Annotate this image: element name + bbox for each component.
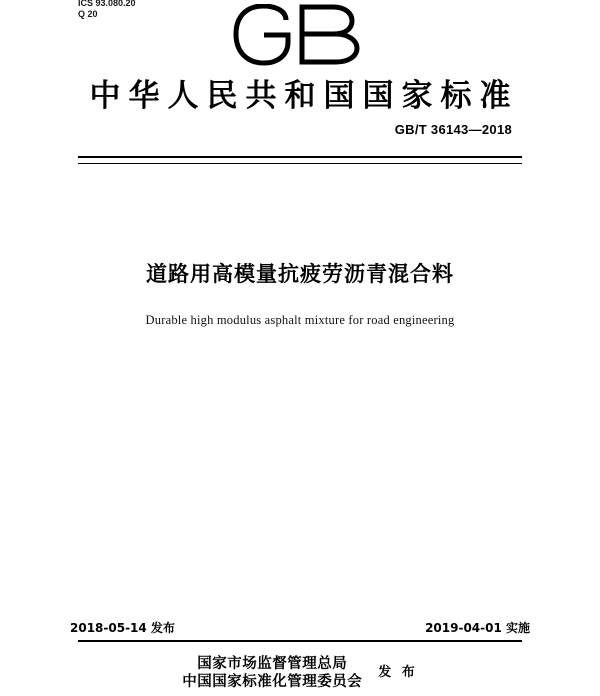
implementation-date: 2019-04-01 实施 <box>425 621 530 635</box>
gb-emblem-icon <box>0 4 600 66</box>
document-title-cn: 道路用高模量抗疲劳沥青混合料 <box>146 262 454 286</box>
issuer-line-2: 中国国家标准化管理委员会 <box>182 674 363 690</box>
issuer-block <box>0 655 600 691</box>
ics-code: ICS 93.080.20 <box>78 0 136 8</box>
page-title: 中华人民共和国国家标准 <box>89 78 519 114</box>
ccs-code: Q 20 <box>78 9 98 19</box>
issuer-line-1: 国家市场监督管理总局 <box>197 656 348 672</box>
header-rule-thin <box>78 163 522 164</box>
footer-rule <box>78 640 522 642</box>
header-rule-thick <box>78 156 522 158</box>
standard-number: GB/T 36143—2018 <box>394 122 512 137</box>
issue-date: 2018-05-14 发布 <box>70 621 175 635</box>
document-title-en: Durable high modulus asphalt mixture for road engineering <box>145 313 455 327</box>
issuer-names <box>182 655 362 691</box>
publish-label: 发 布 <box>378 665 418 680</box>
